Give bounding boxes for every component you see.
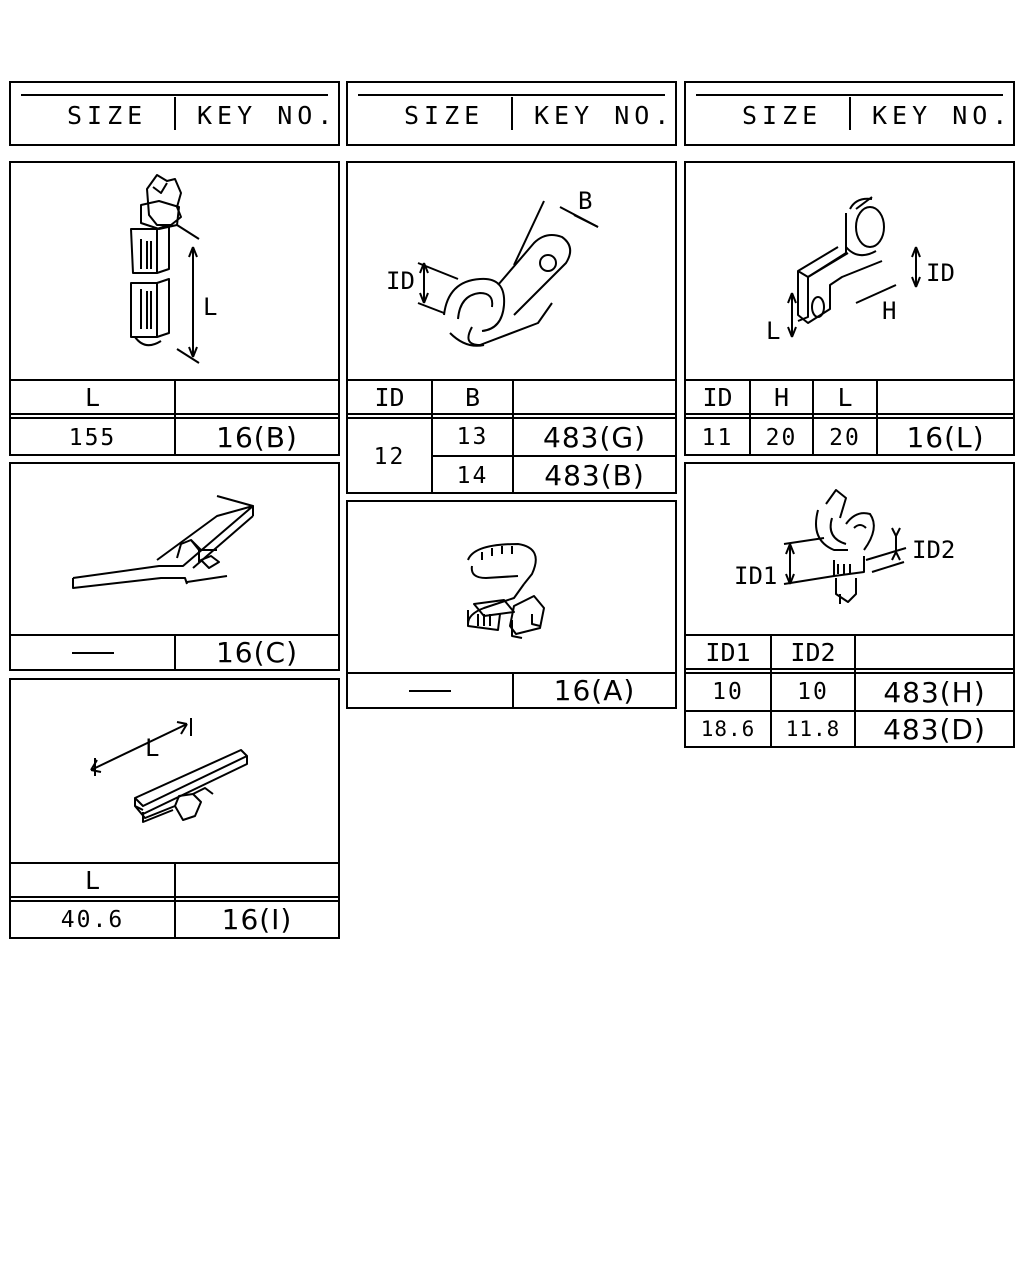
key-no-483g: 483(G) [543, 420, 646, 454]
part-card-483gb [346, 161, 677, 494]
size-value-16a [348, 674, 512, 707]
key-no-16l: 16(L) [906, 421, 985, 454]
part-card-483hd [684, 462, 1015, 748]
value-id1: 18.6 [700, 717, 756, 741]
bracket-clip-illustration [686, 163, 1013, 379]
flat-clip-illustration [11, 464, 338, 634]
col-id-header: ID [374, 382, 405, 412]
key-no-header: KEY NO. [197, 101, 338, 130]
dim-id-label: ID [926, 259, 955, 287]
column-header-1 [9, 81, 340, 146]
size-value-16c [11, 636, 174, 669]
dim-h-label: H [882, 297, 897, 325]
col-b-header: B [464, 382, 481, 412]
col-id1-header: ID1 [705, 637, 751, 667]
ring-clip-illustration [348, 502, 675, 672]
column-header-3 [684, 81, 1015, 146]
value-id: 11 [701, 424, 734, 451]
part-card-16b [9, 161, 340, 456]
key-no-16a: 16(A) [553, 674, 636, 707]
dim-id-label: ID [386, 267, 415, 295]
part-card-16a [346, 500, 677, 709]
size-header: SIZE [67, 101, 148, 130]
push-clip-illustration [11, 163, 338, 379]
double-clip-illustration [686, 464, 1013, 634]
value-l: 40.6 [60, 906, 125, 933]
value-id1: 10 [712, 679, 744, 705]
dim-l-label: L [766, 317, 781, 345]
value-id2: 10 [797, 679, 829, 705]
col-l-header: L [837, 382, 853, 412]
value-l: 155 [68, 424, 117, 451]
size-header: SIZE [742, 101, 823, 130]
col-l-header: L [84, 865, 101, 895]
col-id2-header: ID2 [790, 637, 836, 667]
dim-b-label: B [578, 187, 593, 215]
col-h-header: H [773, 382, 790, 412]
value-b: 14 [456, 462, 489, 489]
dim-id1-label: ID1 [734, 562, 778, 590]
column-header-2 [346, 81, 677, 146]
edge-clip-illustration [11, 680, 338, 862]
key-no-header: KEY NO. [872, 101, 1013, 130]
part-card-16c [9, 462, 340, 671]
key-no-483d: 483(D) [883, 712, 986, 746]
key-no-483h: 483(H) [883, 675, 986, 709]
value-id: 12 [373, 443, 406, 470]
dim-l-label: L [145, 734, 160, 762]
value-h: 20 [765, 424, 798, 451]
p-clamp-illustration [348, 163, 675, 379]
value-l: 20 [829, 424, 861, 451]
key-no-16c: 16(C) [215, 636, 299, 669]
key-no-16i: 16(I) [221, 903, 293, 936]
size-header: SIZE [404, 101, 485, 130]
dim-l-label: L [203, 293, 218, 321]
part-card-16i [9, 678, 340, 939]
value-b: 13 [456, 424, 489, 450]
value-id2: 11.8 [785, 717, 841, 741]
key-no-16b: 16(B) [216, 421, 298, 454]
col-l-header: L [84, 382, 101, 412]
part-card-16l [684, 161, 1015, 456]
key-no-483b: 483(B) [544, 459, 645, 492]
key-no-header: KEY NO. [534, 101, 675, 130]
dim-id2-label: ID2 [912, 536, 956, 564]
col-id-header: ID [702, 382, 733, 412]
